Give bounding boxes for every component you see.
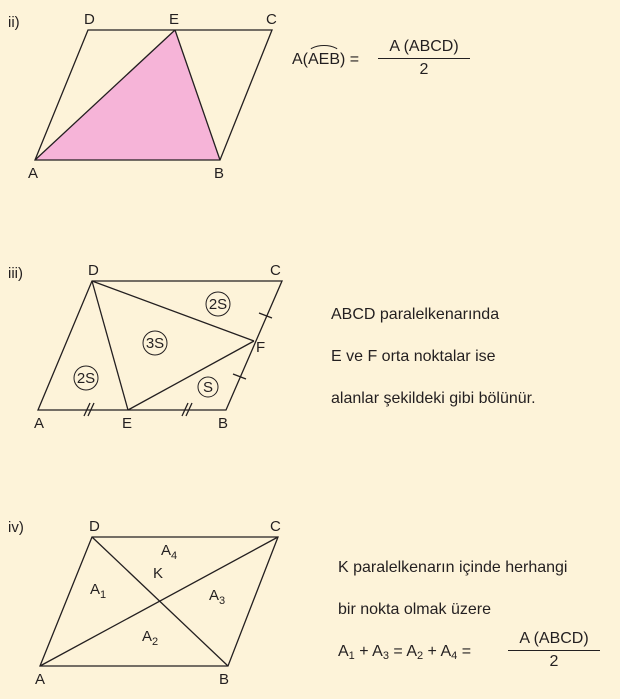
fig3-area-middle: 3S — [145, 335, 165, 352]
fig3-vertex-c: C — [270, 262, 281, 279]
fig4-formula-op4: = — [457, 643, 472, 660]
fig2-formula-fraction — [378, 38, 470, 79]
fig2-formula-denominator: 2 — [419, 61, 429, 78]
fig2-formula-numerator: A (ABCD) — [378, 38, 470, 59]
fig2-formula-lhs-open: A( — [292, 51, 308, 68]
fig2-vertex-d: D — [84, 11, 95, 28]
fig4-area-a1: $A_1$ — [90, 581, 107, 601]
fig2-formula-lhs — [292, 51, 359, 69]
fig4-formula-sub3: 2 — [416, 650, 424, 662]
fig3-vertex-a: A — [34, 415, 45, 432]
fig3-segment-de — [92, 281, 128, 410]
fig3-segment-df — [92, 281, 254, 341]
fig2-formula-angle: AEB — [308, 51, 341, 68]
fig3-tick-cf — [259, 313, 272, 318]
fig4-formula-denominator: 2 — [549, 653, 559, 670]
fig3-area-bottom-right: S — [202, 379, 214, 396]
fig4-vertex-d: D — [89, 518, 100, 535]
fig3-area-left: 2S — [76, 370, 96, 387]
fig4-formula-fraction — [508, 630, 600, 671]
fig4-formula-op1: + — [354, 643, 373, 660]
fig4-formula-op3: + — [423, 643, 441, 660]
fig2-shaded-triangle — [35, 30, 220, 160]
fig4-text-line1: K paralelkenarın içinde herhangi — [338, 559, 568, 576]
fig4-area-a4: $A_4$ — [161, 542, 178, 562]
fig2-formula-lhs-close: ) = — [340, 51, 360, 68]
fig3-text-line1: ABCD paralelkenarında — [331, 306, 500, 323]
fig4-formula-term2: A — [372, 643, 383, 660]
fig4-formula-lhs — [338, 643, 471, 662]
fig2-vertex-e: E — [169, 11, 180, 28]
fig2-label: ii) — [8, 14, 20, 31]
fig3-vertex-d: D — [88, 262, 99, 279]
fig4-vertex-b: B — [219, 671, 230, 688]
fig4-text-line2: bir nokta olmak üzere — [338, 601, 491, 618]
fig2-vertex-a: A — [28, 165, 39, 182]
fig3-label: iii) — [8, 265, 23, 282]
fig4-formula-sub1: 1 — [348, 650, 355, 662]
fig4-label: iv) — [8, 519, 24, 536]
fig2-vertex-c: C — [266, 11, 277, 28]
fig4-formula-sub4: 4 — [451, 650, 458, 662]
fig2-vertex-b: B — [214, 165, 225, 182]
fig4-formula-term4: A — [440, 643, 452, 660]
fig4-formula-op2: = — [388, 643, 407, 660]
fig4-area-a2: $A_2$ — [142, 628, 159, 648]
fig3-text-line2: E ve F orta noktalar ise — [331, 348, 496, 365]
fig4-vertex-c: C — [270, 518, 281, 535]
fig4-area-a3: $A_3$ — [209, 587, 226, 607]
fig3-vertex-b: B — [218, 415, 229, 432]
fig3-vertex-f: F — [256, 339, 266, 356]
fig3-text-line3: alanlar şekildeki gibi bölünür. — [331, 390, 536, 407]
fig4-formula-sub2: 3 — [382, 650, 389, 662]
fig4-formula-term1: A — [338, 643, 349, 660]
fig4-segment-akc — [40, 537, 278, 666]
fig3-area-top-right: 2S — [208, 296, 228, 313]
fig3-vertex-e: E — [122, 415, 133, 432]
fig4-formula-term3: A — [406, 643, 417, 660]
fig4-vertex-a: A — [35, 671, 46, 688]
fig4-formula-numerator: A (ABCD) — [508, 630, 600, 651]
fig4-point-k: K — [153, 565, 164, 582]
